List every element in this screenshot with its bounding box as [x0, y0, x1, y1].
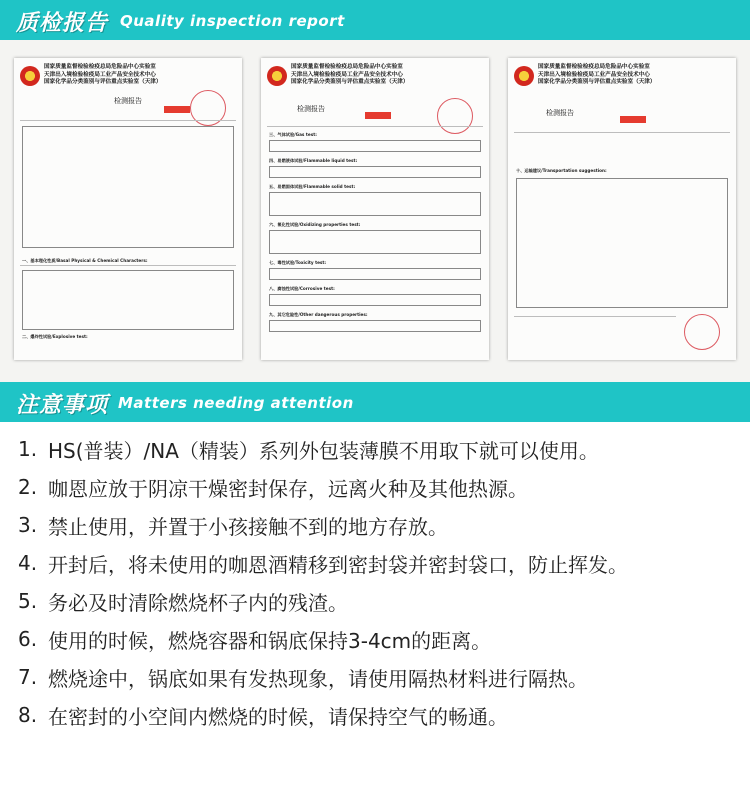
section-heading: 十、运输建议/Transportation suggestion:	[516, 168, 607, 173]
banner-title-cn: 质检报告	[16, 11, 109, 36]
transport-table	[516, 178, 728, 308]
item-number: 3.	[18, 513, 38, 537]
item-text: 咖恩应放于阴凉干燥密封保存，远离火种及其他热源。	[48, 476, 528, 501]
lab-stamp-icon	[437, 98, 473, 134]
lab-line: 国家化学品分类鉴别与评估重点实验室（天津）	[44, 79, 162, 85]
item-number: 7.	[18, 665, 38, 689]
list-item	[18, 660, 588, 694]
lab-stamp-icon	[684, 314, 720, 350]
national-emblem-icon	[20, 66, 40, 86]
item-number: 1.	[18, 437, 38, 461]
list-item	[18, 432, 599, 466]
section-heading: 四、易燃液体试验/Flammable liquid test:	[269, 158, 358, 163]
item-number: 8.	[18, 703, 38, 727]
item-number: 4.	[18, 551, 38, 575]
item-number: 5.	[18, 589, 38, 613]
item-number: 6.	[18, 627, 38, 651]
lab-header	[538, 64, 655, 87]
list-item	[18, 508, 448, 542]
list-item	[18, 698, 508, 732]
quality-report-banner	[0, 0, 750, 40]
section-heading: 三、气体试验/Gas test:	[269, 132, 317, 137]
section-heading: 九、其它危险性/Other dangerous properties:	[269, 312, 368, 317]
section-heading: 七、毒性试验/Toxicity test:	[269, 260, 327, 265]
list-item	[18, 470, 528, 504]
national-emblem-icon	[514, 66, 534, 86]
report-id-tag	[620, 116, 646, 123]
lab-header	[291, 64, 408, 87]
lab-line: 国家化学品分类鉴别与评估重点实验室（天津）	[291, 79, 409, 85]
banner-title-en: Quality inspection report	[120, 12, 345, 30]
report-page-2[interactable]	[261, 58, 489, 360]
item-text: 务必及时清除燃烧杯子内的残渣。	[48, 590, 348, 615]
lab-line: 国家质量监督检验检疫总局危险品中心实验室	[291, 64, 403, 70]
lab-line: 天津出入境检验检疫局工业产品安全技术中心	[291, 71, 403, 78]
list-item	[18, 622, 491, 656]
item-text: 禁止使用，并置于小孩接触不到的地方存放。	[48, 514, 448, 539]
section-heading: 六、氧化性试验/Oxidizing properties test:	[269, 222, 361, 227]
report-title: 检测报告	[297, 105, 325, 113]
lab-line: 国家质量监督检验检疫总局危险品中心实验室	[44, 64, 156, 70]
attention-banner	[0, 382, 750, 422]
lab-header	[44, 64, 161, 87]
item-text: HS(普装）/NA（精装）系列外包装薄膜不用取下就可以使用。	[48, 438, 599, 463]
banner-title-cn: 注意事项	[16, 393, 109, 418]
sample-info-table	[22, 126, 234, 248]
report-gallery	[0, 40, 750, 382]
report-id-tag	[365, 112, 391, 119]
report-id-tag	[164, 106, 190, 113]
item-text: 在密封的小空间内燃烧的时候，请保持空气的畅通。	[48, 704, 508, 729]
report-title: 检测报告	[546, 109, 574, 117]
report-page-1[interactable]	[14, 58, 242, 360]
lab-line: 天津出入境检验检疫局工业产品安全技术中心	[538, 71, 650, 78]
section-heading: 八、腐蚀性试验/Corrosive test:	[269, 286, 335, 291]
section-heading: 五、易燃固体试验/Flammable solid test:	[269, 184, 356, 189]
lab-line: 国家质量监督检验检疫总局危险品中心实验室	[538, 64, 650, 70]
report-title: 检测报告	[114, 97, 142, 105]
item-number: 2.	[18, 475, 38, 499]
item-text: 燃烧途中，锅底如果有发热现象，请使用隔热材料进行隔热。	[48, 666, 588, 691]
item-text: 开封后，将未使用的咖恩酒精移到密封袋并密封袋口，防止挥发。	[48, 552, 628, 577]
national-emblem-icon	[267, 66, 287, 86]
section-heading: 一、基本理化性质/Basal Physical & Chemical Characters:	[22, 258, 148, 263]
item-text: 使用的时候，燃烧容器和锅底保持3-4cm的距离。	[48, 628, 492, 653]
list-item	[18, 584, 348, 618]
properties-table	[22, 270, 234, 330]
list-item	[18, 546, 628, 580]
banner-title-en: Matters needing attention	[118, 394, 354, 412]
lab-line: 天津出入境检验检疫局工业产品安全技术中心	[44, 71, 156, 78]
lab-line: 国家化学品分类鉴别与评估重点实验室（天津）	[538, 79, 656, 85]
section-heading: 二、爆炸性试验/Explosive test:	[22, 334, 88, 339]
report-page-3[interactable]	[508, 58, 736, 360]
